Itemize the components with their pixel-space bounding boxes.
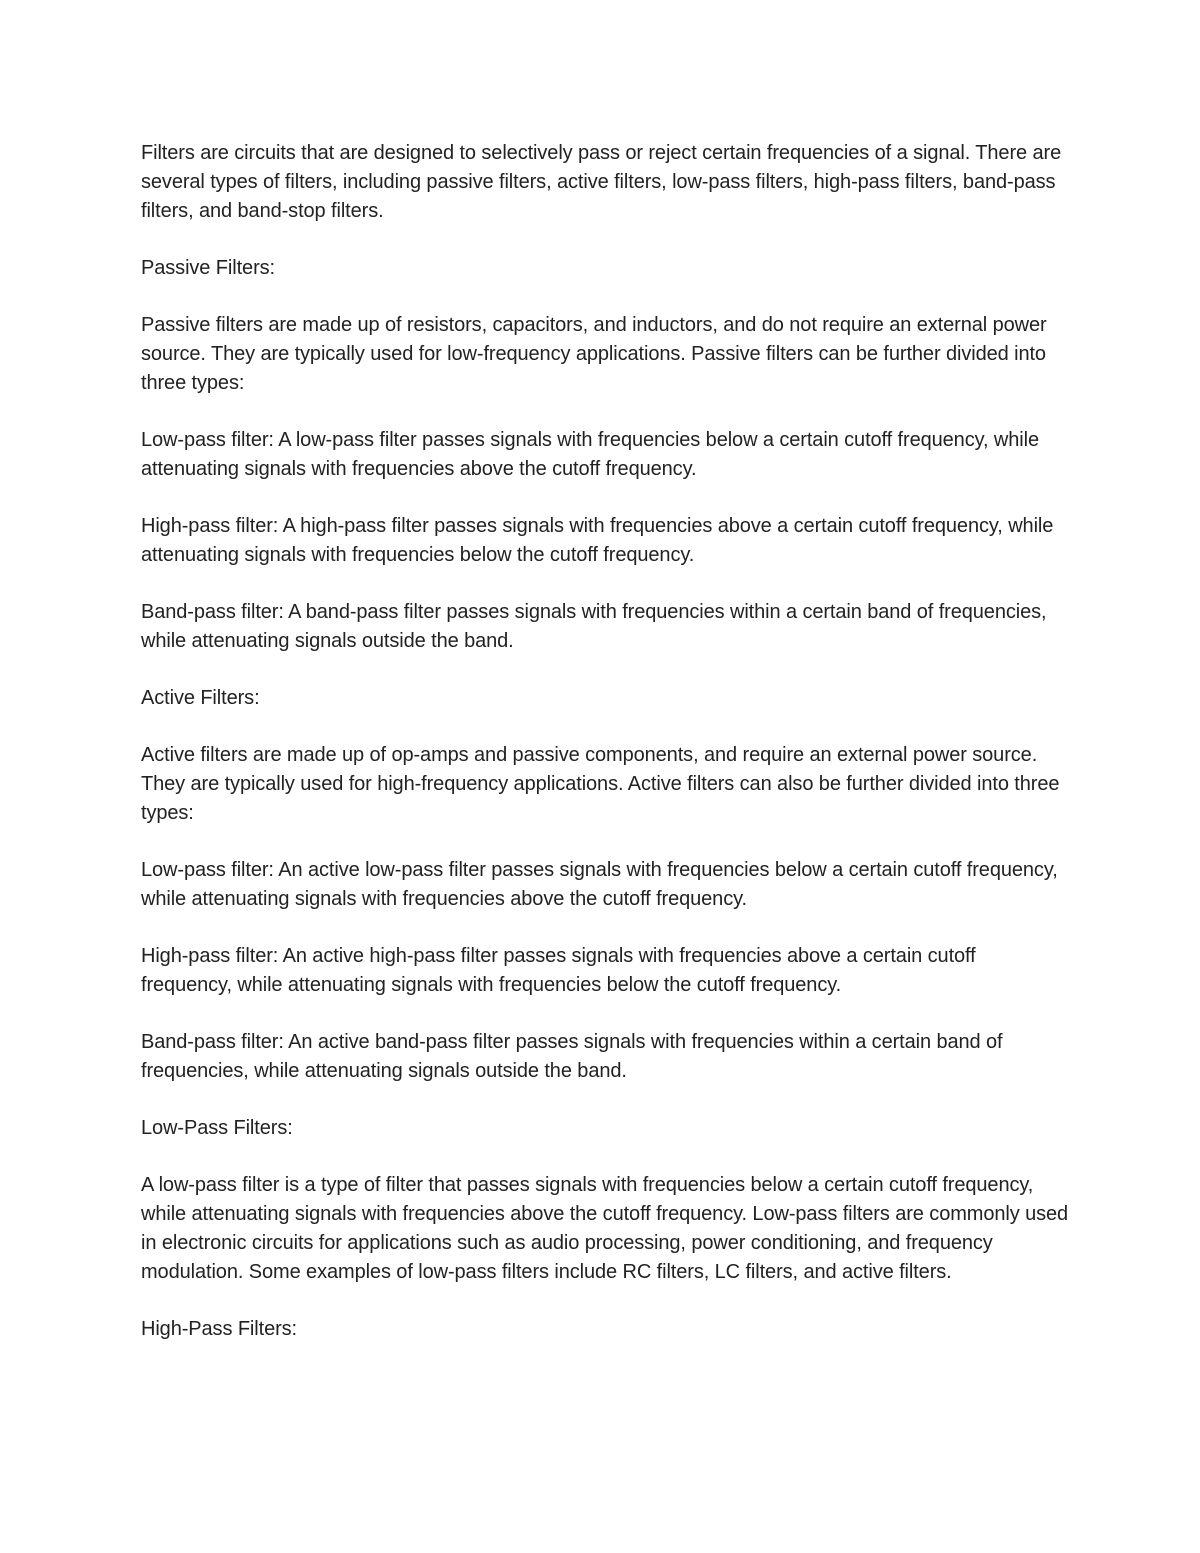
passive-filters-heading: Passive Filters: bbox=[141, 257, 275, 279]
active-low-pass-paragraph: Low-pass filter: An active low-pass filter passes signals with frequencies below a certain cutoff frequency, while attenuating signals with frequencies above the cutoff frequency. bbox=[141, 859, 1058, 910]
active-high-pass-paragraph: High-pass filter: An active high-pass filter passes signals with frequencies above a certain cutoff frequency, while attenuating signals with frequencies below the cutoff frequency. bbox=[141, 945, 976, 996]
passive-band-pass-paragraph: Band-pass filter: A band-pass filter passes signals with frequencies within a certain band of frequencies, while attenuating signals outside the band. bbox=[141, 601, 1047, 652]
passive-low-pass-paragraph: Low-pass filter: A low-pass filter passes signals with frequencies below a certain cutoff frequency, while attenuating signals with frequencies above the cutoff frequency. bbox=[141, 429, 1039, 480]
passive-filters-paragraph: Passive filters are made up of resistors, capacitors, and inductors, and do not require an external power source. They are typically used for low-frequency applications. Passive filters can be further divided into three types: bbox=[141, 314, 1047, 394]
high-pass-filters-heading: High-Pass Filters: bbox=[141, 1318, 298, 1340]
intro-paragraph: Filters are circuits that are designed to selectively pass or reject certain frequencies of a signal. There are several types of filters, including passive filters, active filters, low-pass filters, high-pass filters, band-pass filters, and band-stop filters. bbox=[141, 142, 1062, 222]
passive-high-pass-paragraph: High-pass filter: A high-pass filter passes signals with frequencies above a certain cutoff frequency, while attenuating signals with frequencies below the cutoff frequency. bbox=[141, 515, 1054, 566]
low-pass-filters-heading: Low-Pass Filters: bbox=[141, 1117, 293, 1139]
document-body bbox=[141, 139, 1071, 1372]
active-filters-paragraph: Active filters are made up of op-amps and passive components, and require an external power source. They are typically used for high-frequency applications. Active filters can also be further divided into three types: bbox=[141, 744, 1060, 824]
low-pass-filters-paragraph: A low-pass filter is a type of filter that passes signals with frequencies below a certain cutoff frequency, while attenuating signals with frequencies above the cutoff frequency. Low-pass filters are commonly used in electronic circuits for applications such as audio processing, power conditioning, and frequency modulation. Some examples of low-pass filters include RC filters, LC filters, and active filters. bbox=[141, 1174, 1069, 1283]
active-filters-heading: Active Filters: bbox=[141, 687, 260, 709]
active-band-pass-paragraph: Band-pass filter: An active band-pass filter passes signals with frequencies within a certain band of frequencies, while attenuating signals outside the band. bbox=[141, 1031, 1003, 1082]
